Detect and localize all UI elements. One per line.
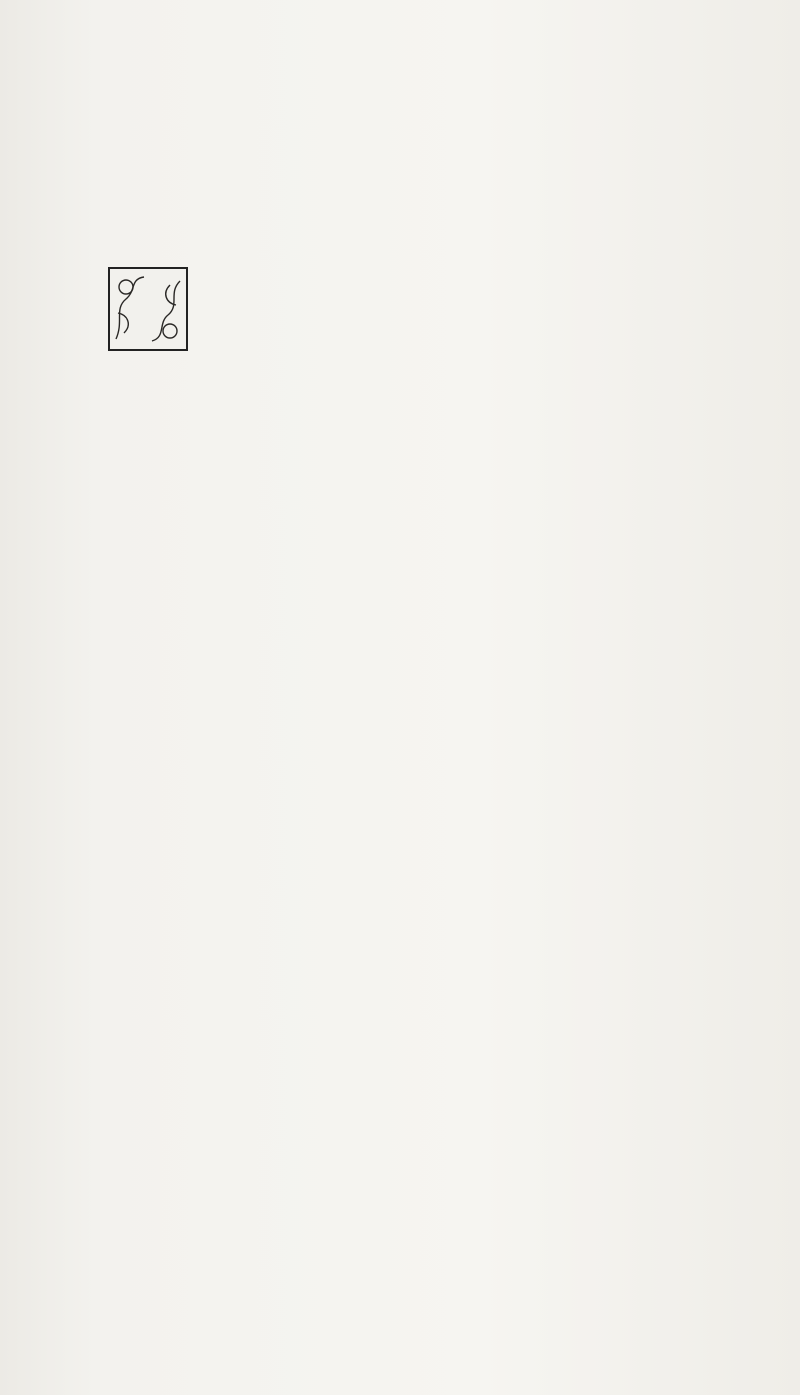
- floral-ornament-icon: [110, 269, 186, 349]
- ornamental-drop-cap: [108, 267, 188, 351]
- running-header: [118, 36, 770, 64]
